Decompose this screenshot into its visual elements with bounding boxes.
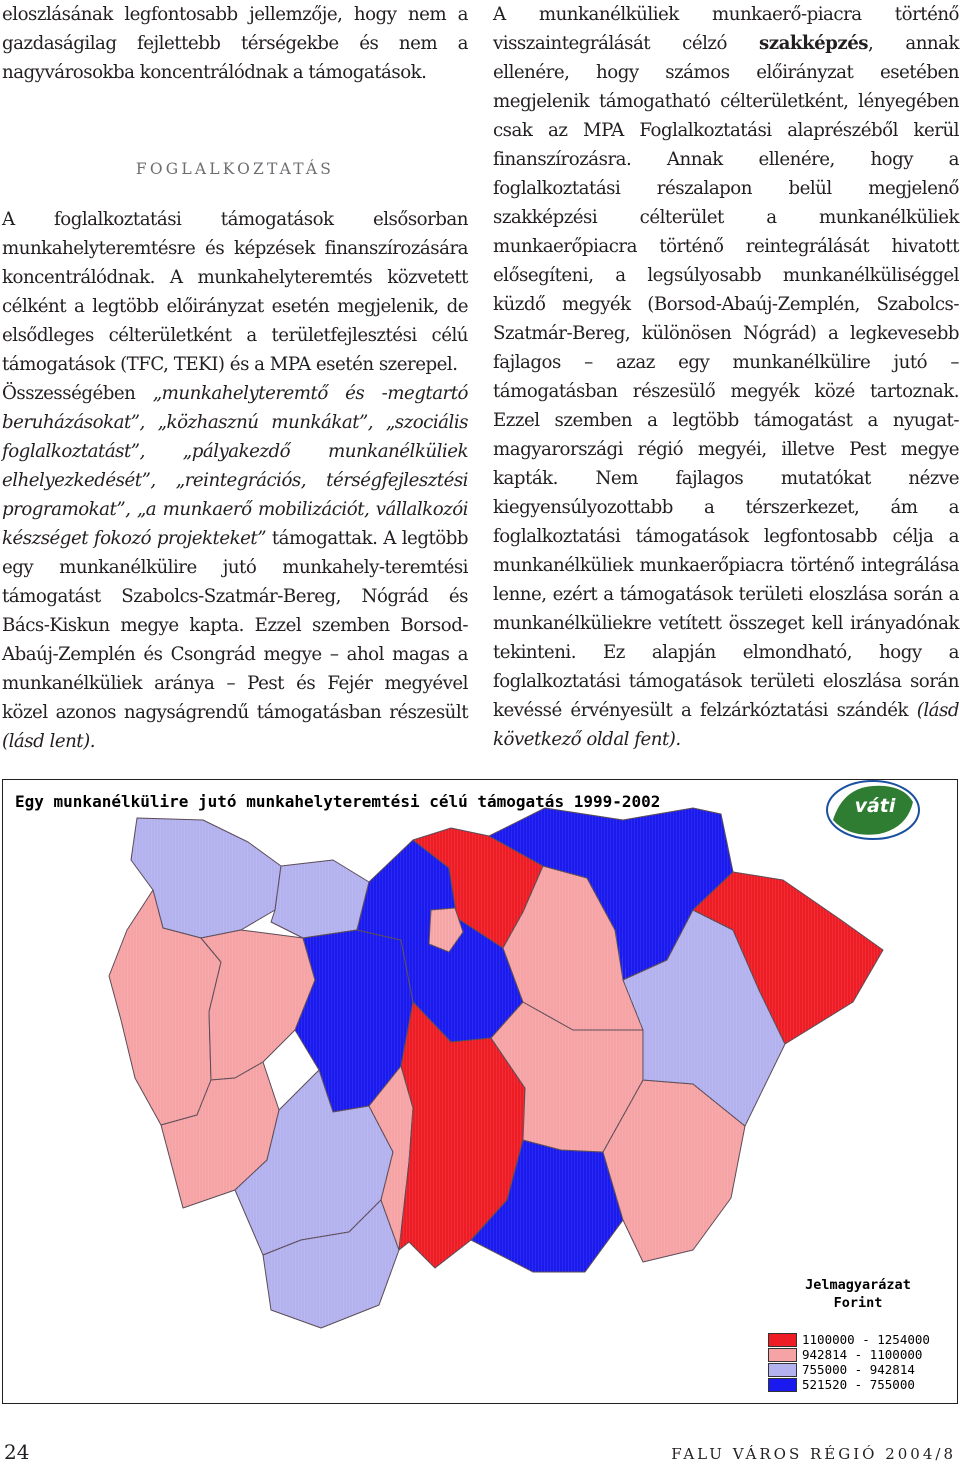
training-text-reference: (lásd következő oldal fent).: [493, 700, 959, 750]
county-veszprem-texture: [201, 930, 315, 1080]
map-legend: [768, 1332, 930, 1392]
legend-label: 521520 - 755000: [802, 1377, 915, 1392]
legend-swatch: [768, 1363, 797, 1377]
employment-paragraph: A foglalkoztatási támogatások elsősorban munkahelyteremtésre és képzések finanszírozására koncentrálódnak. A munkahelyteremtés közvetett célként a legtöbb előirányzat esetén megjelenik, de elsődleges célterületként a területfejlesztési célú támogatások (TFC, TEKI) és a MPA esetén szerepel.: [2, 209, 468, 375]
section-heading: FOGLALKOZTATÁS: [135, 160, 335, 178]
right-text-column: [493, 0, 959, 754]
legend-label: 942814 - 1100000: [802, 1347, 923, 1362]
legend-item: [768, 1362, 930, 1377]
legend-swatch: [768, 1378, 797, 1392]
map-figure: [2, 779, 958, 1404]
summary-paragraph: [2, 379, 468, 756]
county-komarom-esztergom-texture: [271, 860, 369, 938]
legend-label: 1100000 - 1254000: [802, 1332, 930, 1347]
legend-title-line2: Forint: [833, 1295, 883, 1311]
legend-title-line1: Jelmagyarázat: [805, 1277, 911, 1293]
training-text-bold: szakképzés: [759, 33, 869, 54]
legend-title: [773, 1276, 943, 1312]
left-text-column: [2, 0, 468, 756]
legend-item: [768, 1347, 930, 1362]
legend-swatch: [768, 1333, 797, 1347]
summary-text-reference: (lásd lent).: [2, 731, 95, 752]
legend-label: 755000 - 942814: [802, 1362, 915, 1377]
logo-text: váti: [854, 795, 896, 817]
legend-swatch: [768, 1348, 797, 1362]
training-text-mid: , annak ellenére, hogy számos előirányzat esetében megjelenik támogatható célterületként, lényegében csak az MPA Foglalkoztatási alaprészéből kerül finanszírozásra. Annak ellenére, hogy a foglalkoztatási részalapon belül megjelenő szakképzési célterület a munkanélküliek munkaerőpiacra történő reintegrálását hivatott elősegíteni, a legsúlyosabb munkanélküliséggel küzdő megyék (Borsod-Abaúj-Zemplén, Szabolcs-Szatmár-Bereg, különösen Nógrád) a legkevesebb fajlagos – azaz egy munkanélkülire jutó – támogatásban részesülő megyék közé tartoznak. Ezzel szemben a legtöbb támogatást a nyugat-magyarországi régió megyéi, illetve Pest megye kapták. Nem fajlagos mutatókat nézve kiegyensúlyozottabb a térszerkezet, ám a foglalkoztatási támogatások legfontosabb célja a munkanélküliek munkaerőpiacra történő integrálása lenne, ezért a támogatások területi eloszlása során a munkanélküliekre vetített összeget kell irányadónak tekinteni. Ez alapján elmondható, hogy a foglalkoztatási támogatások területi eloszlása során kevéssé érvényesült a felzárkóztatási szándék: [493, 33, 959, 721]
vati-logo: [827, 781, 919, 839]
legend-item: [768, 1377, 930, 1392]
intro-paragraph: eloszlásának legfontosabb jellemzője, hogy nem a gazdaságilag fejlettebb térségekbe és nem a nagyvárosokba koncentrálódnak a támogatások.: [2, 4, 468, 83]
legend-item: [768, 1332, 930, 1347]
map-title: Egy munkanélkülire jutó munkahelyteremtési célú támogatás 1999-2002: [15, 792, 661, 811]
journal-name: FALU VÁROS RÉGIÓ 2004/8: [671, 1445, 956, 1463]
training-paragraph: [493, 0, 959, 754]
summary-text-mid: támogattak. A legtöbb egy munkanélkülire jutó munkahely-teremtési támogatást Szabolcs-Szatmár-Bereg, Nógrád és Bács-Kiskun megye kapta. Ezzel szemben Borsod-Abaúj-Zemplén és Csongrád megye – ahol magas a munkanélküliek aránya – Pest és Fejér megyével közel azonos nagyságrendű támogatásban részesült: [2, 528, 469, 723]
training-text-start: A munkanélküliek munkaerő-piacra történő visszaintegrálását célzó: [493, 4, 959, 54]
summary-text-italic: „munkahelyteremtő és -megtartó beruházásokat”, „közhasznú munkákat”, „szociális foglalkoztatást”, „pályakezdő munkanélküliek elhelyezkedését”, „reintegrációs, térségfejlesztési programokat”, „a munkaerő mobilizációt, vállalkozói készséget fokozó projekteket”: [2, 383, 468, 549]
summary-text-start: Összességében: [2, 383, 153, 404]
page-number: 24: [4, 1440, 30, 1464]
